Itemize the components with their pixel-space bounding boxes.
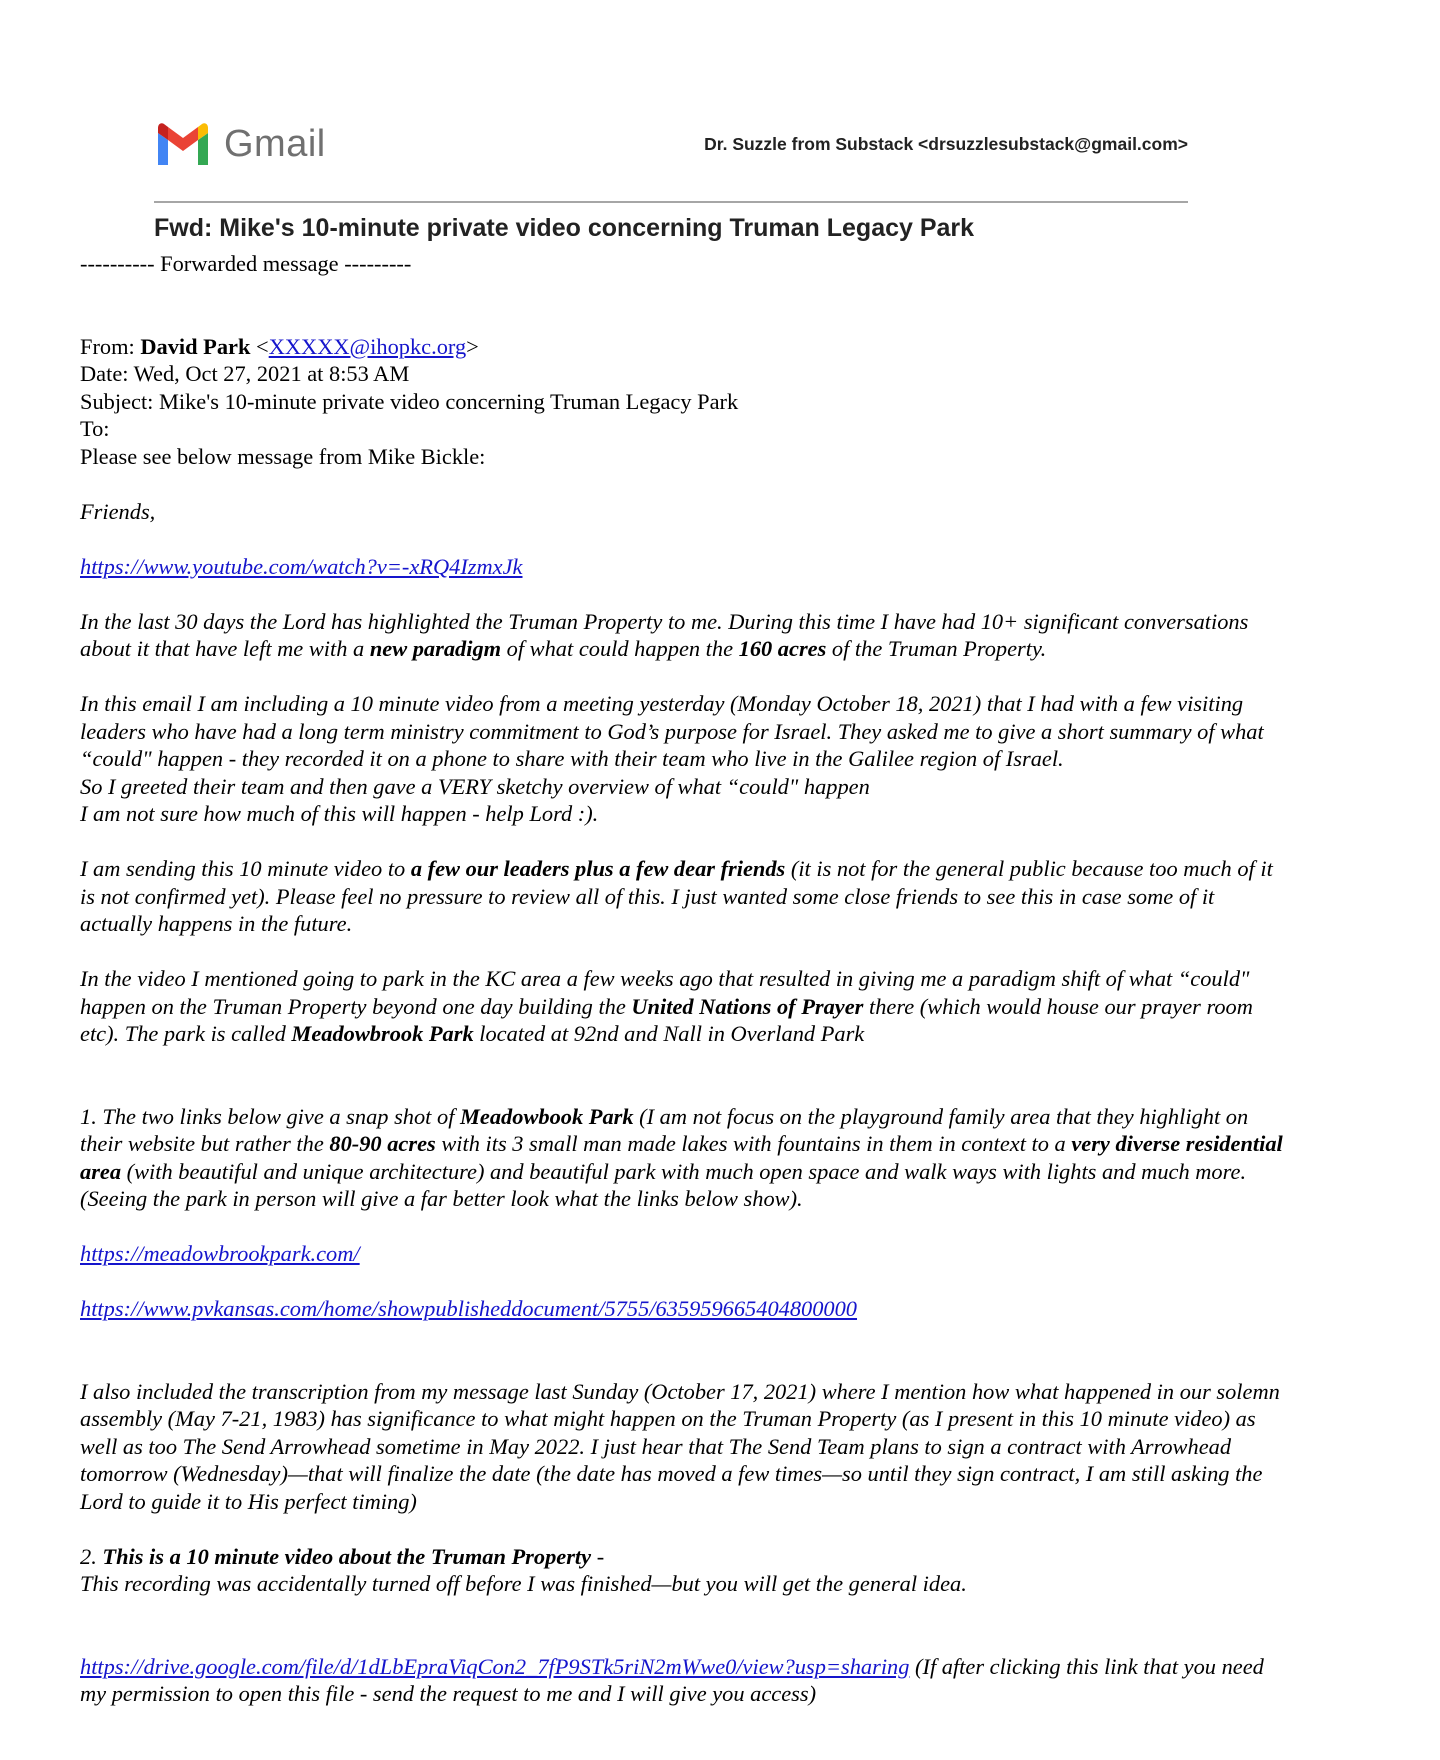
gmail-header	[154, 118, 1188, 174]
intro-line: Please see below message from Mike Bickle:	[80, 443, 486, 469]
sender-email-link[interactable]: XXXXX@ihopkc.org	[268, 333, 467, 359]
paragraph-8: https://drive.google.com/file/d/1dLbEpraViqCon2_7fP9STk5riN2mWwe0/view?usp=sharing (If after clicking this link that you need my permission to open this file - send the request to me and I will give you access)	[80, 1653, 1264, 1706]
subject-line: Subject: Mike's 10-minute private video concerning Truman Legacy Park	[80, 388, 739, 414]
paragraph-6: I also included the transcription from my message last Sunday (October 17, 2021) where I mention how what happened in our solemn assembly (May 7-21, 1983) has significance to what might happen on the Truman Property (as I present in this 10 minute video) as well as too The Send Arrowhead sometime in May 2022. I just hear that The Send Team plans to sign a contract with Arrowhead tomorrow (Wednesday)—that will finalize the date (the date has moved a few times—so until they sign contract, I am still asking the Lord to guide it to His perfect timing)	[80, 1378, 1280, 1514]
email-body	[80, 250, 1380, 1708]
meadowbrook-link[interactable]: https://meadowbrookpark.com/	[80, 1241, 360, 1266]
paragraph-2: In this email I am including a 10 minute video from a meeting yesterday (Monday October 18, 2021) that I had with a few visiting leaders who have had a long term ministry commitment to God’s purpose for Israel. They asked me to give a short summary of what “could" happen - they recorded it on a phone to share with their team who live in the Galilee region of Israel. So I greeted their team and then gave a VERY sketchy overview of what “could" happen I am not sure how much of this will happen - help Lord :).	[80, 691, 1264, 826]
email-subject: Fwd: Mike's 10-minute private video concerning Truman Legacy Park	[154, 214, 975, 242]
paragraph-4: In the video I mentioned going to park in the KC area a few weeks ago that resulted in giving me a paradigm shift of what “could" happen on the Truman Property beyond one day building the United Nations of Prayer there (which would house our prayer room etc). The park is called Meadowbrook Park located at 92nd and Nall in Overland Park	[80, 966, 1253, 1046]
paragraph-1: In the last 30 days the Lord has highlighted the Truman Property to me. During this time I have had 10+ significant conversations about it that have left me with a new paradigm of what could happen the 160 acres of the Truman Property.	[80, 608, 1249, 661]
to-line: To:	[80, 416, 110, 441]
from-line: From: David Park <XXXXX@ihopkc.org>	[80, 333, 479, 359]
header-divider	[154, 201, 1188, 203]
greeting: Friends,	[80, 498, 156, 524]
gmail-logo	[154, 118, 326, 170]
gmail-m-icon	[154, 121, 212, 167]
drive-link[interactable]: https://drive.google.com/file/d/1dLbEpraViqCon2_7fP9STk5riN2mWwe0/view?usp=sharing	[80, 1653, 910, 1679]
paragraph-3: I am sending this 10 minute video to a few our leaders plus a few dear friends (it is not for the general public because too much of it is not confirmed yet). Please feel no pressure to review all of this. I just wanted some close friends to see this in case some of it actually happens in the future.	[80, 856, 1273, 936]
forward-marker: ---------- Forwarded message ---------	[80, 251, 412, 276]
gmail-wordmark: Gmail	[224, 122, 326, 165]
sender-name: David Park	[140, 333, 251, 359]
pvkansas-link[interactable]: https://www.pvkansas.com/home/showpublisheddocument/5755/635959665404800000	[80, 1296, 858, 1321]
paragraph-5: 1. The two links below give a snap shot of Meadowbook Park (I am not focus on the playground family area that they highlight on their website but rather the 80-90 acres with its 3 small man made lakes with fountains in them in context to a very diverse residential area (with beautiful and unique architecture) and beautiful park with much open space and walk ways with lights and much more. (Seeing the park in person will give a far better look what the links below show).	[80, 1103, 1283, 1211]
account-identity: Dr. Suzzle from Substack <drsuzzlesubstack@gmail.com>	[704, 134, 1188, 154]
youtube-link[interactable]: https://www.youtube.com/watch?v=-xRQ4IzmxJk	[80, 553, 523, 579]
paragraph-7: 2. This is a 10 minute video about the Truman Property - This recording was accidentally turned off before I was finished—but you will get the general idea.	[80, 1543, 967, 1596]
date-line: Date: Wed, Oct 27, 2021 at 8:53 AM	[80, 361, 410, 386]
